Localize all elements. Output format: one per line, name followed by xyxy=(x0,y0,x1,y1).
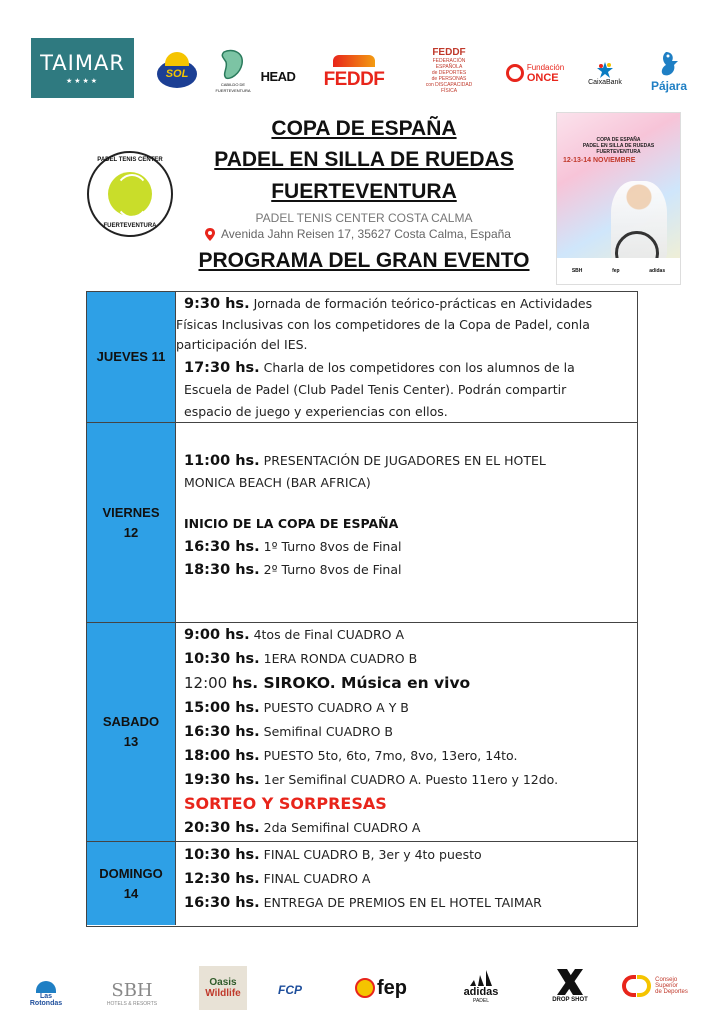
badge-bottom-text: FUERTEVENTURA xyxy=(103,223,157,229)
event-time: 12:30 hs. xyxy=(184,871,260,887)
event-heading: INICIO DE LA COPA DE ESPAÑA xyxy=(184,516,399,531)
event-line xyxy=(184,846,482,864)
oasis-line2: Wildlife xyxy=(205,988,241,999)
adidas-logo-text: adidas xyxy=(463,986,499,998)
event-line xyxy=(184,538,402,556)
program-title: PROGRAMA DEL GRAN EVENTO xyxy=(198,249,530,272)
rotondas-line1: Las xyxy=(39,993,53,1000)
event-time: 12:00 xyxy=(184,674,228,692)
event-line xyxy=(184,870,370,888)
cabildo-logo-text: CABILDO DE FUERTEVENTURA xyxy=(215,82,251,93)
event-desc: FINAL CUADRO B, 3er y 4to puesto xyxy=(263,847,482,862)
poster-sponsor-strip xyxy=(557,258,680,284)
event-desc: ENTREGA DE PREMIOS EN EL HOTEL TAIMAR xyxy=(263,895,542,910)
sol-logo-text: SOL xyxy=(165,68,189,80)
event-highlight: SORTEO Y SORPRESAS xyxy=(184,794,387,813)
feddf-federation-line4: de PERSONAS xyxy=(431,75,467,82)
fep-logo xyxy=(350,970,412,1006)
event-desc: 1ERA RONDA CUADRO B xyxy=(263,651,418,666)
feddf-federation-title: FEDDF xyxy=(432,46,466,58)
feddf-federation-line5: con DISCAPACIDAD xyxy=(425,81,473,88)
title-line-1: COPA DE ESPAÑA xyxy=(271,117,457,140)
feddf-logo-text: FEDDF xyxy=(323,69,385,90)
sbh-logo xyxy=(104,975,160,1011)
event-desc: 1er Semifinal CUADRO A. Puesto 11ero y 12do. xyxy=(263,772,559,787)
caixabank-logo-text: CaixaBank xyxy=(588,78,622,86)
event-line xyxy=(184,674,470,692)
poster-title-2: PADEL EN SILLA DE RUEDAS xyxy=(582,143,655,149)
adidas-padel-logo xyxy=(458,966,504,1008)
once-logo-line1: Fundación xyxy=(526,62,565,72)
event-line: MONICA BEACH (BAR AFRICA) xyxy=(184,475,371,490)
taimar-logo xyxy=(31,38,134,98)
event-time: 9:00 hs. xyxy=(184,627,250,643)
event-desc: Semifinal CUADRO B xyxy=(263,724,393,739)
poster-adidas: adidas xyxy=(649,268,666,274)
event-desc: Charla de los competidores con los alumnos de la xyxy=(263,360,575,375)
oasis-wildlife-logo xyxy=(199,966,247,1010)
event-desc: hs. SIROKO. Música en vivo xyxy=(232,674,471,692)
fep-logo-text: fep xyxy=(377,976,407,999)
csd-line2: Superior xyxy=(655,983,678,989)
event-poster xyxy=(556,112,681,285)
cabildo-emblem-icon xyxy=(218,48,248,82)
badge-top-text: PADEL TENIS CENTER xyxy=(97,157,163,163)
pajara-logo-text: Pájara xyxy=(650,79,688,93)
event-time: 10:30 hs. xyxy=(184,651,260,667)
fep-ball-icon xyxy=(355,978,375,998)
schedule-row-thursday xyxy=(87,292,637,423)
event-desc: PUESTO CUADRO A Y B xyxy=(263,700,409,715)
event-line xyxy=(184,626,404,644)
event-line: participación del IES. xyxy=(176,337,308,352)
events-cell-saturday xyxy=(176,623,637,841)
events-cell-friday xyxy=(176,423,637,622)
events-cell-sunday xyxy=(176,842,637,925)
event-time: 9:30 hs. xyxy=(184,296,250,312)
event-line xyxy=(184,894,542,912)
event-line: espacio de juego y experiencias con ellos. xyxy=(184,404,448,419)
event-desc: 2da Semifinal CUADRO A xyxy=(263,820,421,835)
event-time: 16:30 hs. xyxy=(184,895,260,911)
fcp-logo-text: FCP xyxy=(278,983,302,997)
feddf-federation-line6: FÍSICA xyxy=(440,87,458,94)
event-line xyxy=(184,561,402,579)
event-time: 10:30 hs. xyxy=(184,847,260,863)
head-logo xyxy=(258,66,298,86)
event-time: 15:00 hs. xyxy=(184,700,260,716)
schedule-row-friday xyxy=(87,423,637,623)
event-line xyxy=(184,359,575,377)
title-line-3: FUERTEVENTURA xyxy=(271,180,457,203)
sbh-logo-text: SBH xyxy=(111,979,153,1001)
feddf-federation-line3: de DEPORTES xyxy=(431,69,467,76)
schedule-table xyxy=(86,291,638,927)
poster-title-1: COPA DE ESPAÑA xyxy=(596,137,641,143)
event-line xyxy=(184,699,409,717)
map-pin-icon xyxy=(205,228,215,241)
poster-fep: fep xyxy=(612,268,620,274)
cabildo-logo xyxy=(210,47,256,95)
day-number: 12 xyxy=(123,524,139,540)
event-time: 18:00 hs. xyxy=(184,748,260,764)
pajara-bird-icon xyxy=(654,49,684,79)
caixabank-logo xyxy=(585,52,625,94)
once-ring-icon xyxy=(506,64,524,82)
event-line: Físicas Inclusivas con los competidores de la Copa de Padel, conla xyxy=(176,317,590,332)
feddf-logo xyxy=(322,52,386,94)
day-label: SABADO xyxy=(102,714,160,729)
event-line xyxy=(184,650,417,668)
event-time: 16:30 hs. xyxy=(184,539,260,555)
day-number: 13 xyxy=(123,734,139,749)
event-time: 17:30 hs. xyxy=(184,360,260,376)
day-cell-sunday xyxy=(87,842,176,925)
drop-shot-x-icon xyxy=(555,967,585,997)
event-line xyxy=(184,747,517,765)
event-line xyxy=(184,295,592,313)
venue-name: PADEL TENIS CENTER COSTA CALMA xyxy=(255,211,473,225)
feddf-federation-line1: FEDERACIÓN xyxy=(432,57,466,64)
day-number: 14 xyxy=(123,885,139,901)
tennis-ball-icon xyxy=(108,172,152,216)
event-line xyxy=(184,771,558,789)
pajara-logo xyxy=(646,44,692,98)
event-line xyxy=(184,723,393,741)
drop-shot-logo xyxy=(548,962,592,1008)
oasis-line1: Oasis xyxy=(209,977,237,988)
poster-title-3: FUERTEVENTURA xyxy=(596,149,641,155)
once-logo-line2: ONCE xyxy=(526,71,559,84)
once-logo xyxy=(504,57,566,89)
poster-dates: 12-13-14 NOVIEMBRE xyxy=(563,157,636,164)
adidas-stripes-icon xyxy=(468,970,494,986)
taimar-logo-stars: ★★★★ xyxy=(65,77,100,85)
feddf-federation-line2: ESPAÑOLA xyxy=(435,63,463,70)
taimar-logo-text: TAIMAR xyxy=(40,51,125,75)
venue-address xyxy=(205,227,550,241)
day-cell-saturday xyxy=(87,623,176,841)
event-desc: 1º Turno 8vos de Final xyxy=(263,539,402,554)
event-desc: Jornada de formación teórico-prácticas en Actividades xyxy=(253,296,593,311)
day-cell-thursday xyxy=(87,292,176,422)
csd-line1: Consejo xyxy=(655,977,678,983)
schedule-row-saturday xyxy=(87,623,637,842)
event-time: 18:30 hs. xyxy=(184,562,260,578)
adidas-logo-sub: PADEL xyxy=(472,998,490,1004)
event-desc: FINAL CUADRO A xyxy=(263,871,371,886)
event-desc: PUESTO 5to, 6to, 7mo, 8vo, 13ero, 14to. xyxy=(263,748,518,763)
event-line: Escuela de Padel (Club Padel Tenis Center). Podrán compartir xyxy=(184,382,567,397)
rotondas-line2: Rotondas xyxy=(29,1000,63,1007)
drop-shot-logo-text: DROP SHOT xyxy=(552,997,588,1003)
event-time: 20:30 hs. xyxy=(184,820,260,836)
event-desc: PRESENTACIÓN DE JUGADORES EN EL HOTEL xyxy=(263,453,546,468)
event-line xyxy=(184,452,546,470)
feddf-federation-logo xyxy=(424,44,474,96)
day-label: VIERNES xyxy=(102,504,160,520)
csd-emblem-icon xyxy=(622,975,651,997)
day-cell-friday xyxy=(87,423,176,622)
csd-line3: de Deportes xyxy=(655,989,688,995)
rotondas-wave-icon xyxy=(36,981,56,993)
fcp-logo xyxy=(270,980,310,1000)
las-rotondas-logo xyxy=(22,976,70,1012)
event-time: 11:00 hs. xyxy=(184,453,260,469)
sbh-logo-sub: HOTELS & RESORTS xyxy=(106,1000,158,1007)
event-desc: 2º Turno 8vos de Final xyxy=(263,562,402,577)
title-line-2: PADEL EN SILLA DE RUEDAS xyxy=(214,148,514,171)
schedule-row-sunday xyxy=(87,842,637,925)
day-label: JUEVES 11 xyxy=(96,349,166,364)
event-time: 16:30 hs. xyxy=(184,724,260,740)
event-desc: 4tos de Final CUADRO A xyxy=(253,627,405,642)
head-logo-text: HEAD xyxy=(260,68,296,84)
events-cell-thursday xyxy=(176,292,637,422)
padel-tenis-center-badge xyxy=(87,151,173,237)
sol-logo xyxy=(153,52,201,96)
caixabank-star-icon xyxy=(596,61,614,79)
event-line xyxy=(184,819,420,837)
poster-sbh: SBH xyxy=(571,268,583,274)
event-time: 19:30 hs. xyxy=(184,772,260,788)
csd-logo xyxy=(612,968,698,1004)
day-label: DOMINGO xyxy=(99,865,163,881)
venue-address-text: Avenida Jahn Reisen 17, 35627 Costa Calma, España xyxy=(221,227,511,241)
